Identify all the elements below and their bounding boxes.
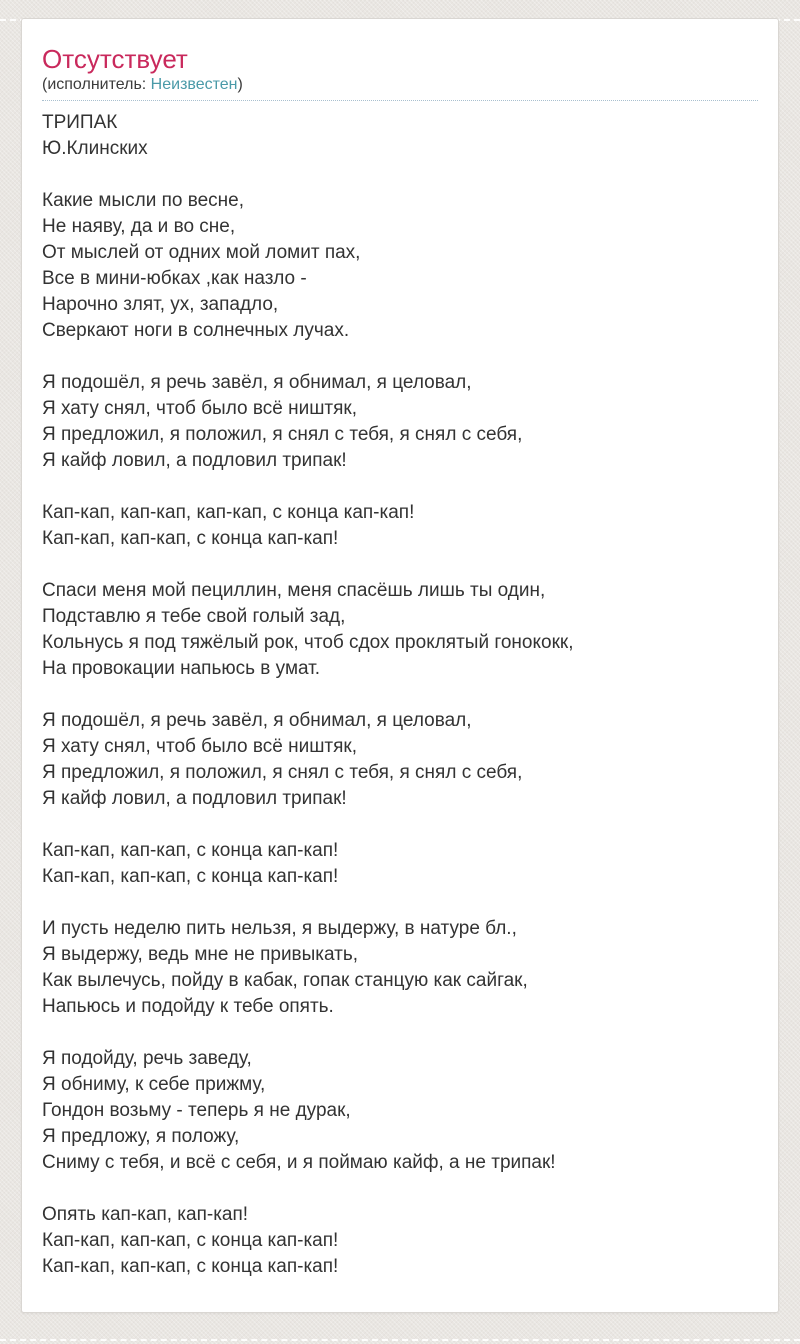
lyric-line — [42, 1020, 758, 1046]
lyric-line: Я хату снял, чтоб было всё ништяк, — [42, 736, 358, 757]
lyric-line: От мыслей от одних мой ломит пах, — [42, 242, 361, 263]
lyric-line: Как вылечусь, пойду в кабак, гопак станцую как сайгак, — [42, 970, 528, 991]
lyric-line: Какие мысли по весне, — [42, 190, 245, 211]
lyric-line — [42, 890, 758, 916]
lyric-line — [42, 162, 758, 188]
lyric-line: Я предложил, я положил, я снял с тебя, я снял с себя, — [42, 762, 523, 783]
lyric-line: Я обниму, к себе прижму, — [42, 1074, 266, 1095]
lyric-line — [42, 552, 758, 578]
page-background — [0, 18, 800, 1344]
lyric-line: Я хату снял, чтоб было всё ништяк, — [42, 398, 358, 419]
lyric-line: Я подойду, речь заведу, — [42, 1048, 252, 1069]
lyric-line: Кап-кап, кап-кап, с конца кап-кап! — [42, 1256, 339, 1277]
lyric-line: ТРИПАК — [42, 112, 118, 133]
lyric-line: Напьюсь и подойду к тебе опять. — [42, 996, 334, 1017]
page-bottom-dashed-edge — [0, 1339, 800, 1341]
artist-paren-close: ) — [237, 76, 243, 93]
lyric-line: Кап-кап, кап-кап, с конца кап-кап! — [42, 840, 339, 861]
lyric-line: Все в мини-юбках ,как назло - — [42, 268, 307, 289]
lyric-line: Я кайф ловил, а подловил трипак! — [42, 788, 347, 809]
lyric-line: Я кайф ловил, а подловил трипак! — [42, 450, 347, 471]
lyric-line: Подставлю я тебе свой голый зад, — [42, 606, 346, 627]
lyric-line: Я выдержу, ведь мне не привыкать, — [42, 944, 359, 965]
page-title: Отсутствует — [42, 44, 188, 74]
lyric-line: Я подошёл, я речь завёл, я обнимал, я целовал, — [42, 372, 472, 393]
lyric-line: Не наяву, да и во сне, — [42, 216, 236, 237]
lyric-line: Кап-кап, кап-кап, с конца кап-кап! — [42, 866, 339, 887]
lyric-line: Сниму с тебя, и всё с себя, и я поймаю кайф, а не трипак! — [42, 1152, 556, 1173]
lyric-line: Я подошёл, я речь завёл, я обнимал, я целовал, — [42, 710, 472, 731]
lyric-line: Опять кап-кап, кап-кап! — [42, 1204, 249, 1225]
lyric-line: На провокации напьюсь в умат. — [42, 658, 321, 679]
lyric-line — [42, 1176, 758, 1202]
lyric-line: Кап-кап, кап-кап, с конца кап-кап! — [42, 528, 339, 549]
header — [42, 44, 758, 101]
artist-line — [42, 75, 758, 101]
lyric-line: Кап-кап, кап-кап, с конца кап-кап! — [42, 1230, 339, 1251]
lyric-line — [42, 344, 758, 370]
lyric-line: Я предложил, я положил, я снял с тебя, я снял с себя, — [42, 424, 523, 445]
lyric-line — [42, 812, 758, 838]
lyric-line: Нарочно злят, ух, западло, — [42, 294, 279, 315]
lyrics-text — [42, 101, 758, 1280]
lyrics-card — [21, 18, 779, 1313]
lyric-line: Я предложу, я положу, — [42, 1126, 240, 1147]
lyric-line — [42, 474, 758, 500]
lyric-line — [42, 682, 758, 708]
artist-link[interactable]: Неизвестен — [150, 76, 238, 93]
lyric-line: И пусть неделю пить нельзя, я выдержу, в натуре бл., — [42, 918, 517, 939]
lyric-line: Гондон возьму - теперь я не дурак, — [42, 1100, 351, 1121]
artist-label: (исполнитель: — [42, 76, 151, 93]
lyric-line: Сверкают ноги в солнечных лучах. — [42, 320, 350, 341]
lyric-line: Ю.Клинских — [42, 138, 148, 159]
lyric-line: Спаси меня мой пециллин, меня спасёшь лишь ты один, — [42, 580, 546, 601]
lyric-line: Кап-кап, кап-кап, кап-кап, с конца кап-кап! — [42, 502, 415, 523]
lyric-line: Кольнусь я под тяжёлый рок, чтоб сдох проклятый гонококк, — [42, 632, 574, 653]
